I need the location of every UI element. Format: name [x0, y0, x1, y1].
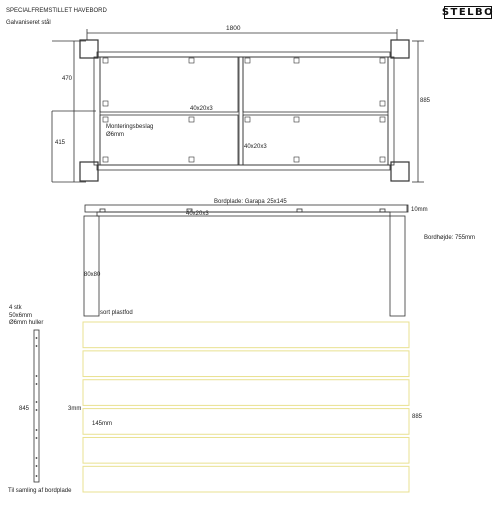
- bracket-marker: [297, 209, 302, 212]
- board-length-label: 885: [412, 414, 423, 420]
- drawing-subtitle: Galvaniseret stål: [6, 20, 51, 26]
- bracket-hole: [36, 383, 38, 385]
- panel-upper-right: [243, 57, 388, 112]
- bracket-hole: [36, 429, 38, 431]
- tabletop-board: [83, 466, 409, 492]
- logo-text: STELBO: [441, 6, 495, 18]
- bracket-hole: [36, 375, 38, 377]
- bracket-marker: [380, 209, 385, 212]
- bracket-hole: [36, 437, 38, 439]
- lower-section-label: 415: [55, 140, 66, 146]
- bracket-hole: [36, 409, 38, 411]
- bracket-marker: [103, 157, 108, 162]
- thickness-label: 10mm: [411, 207, 428, 213]
- frame-rail-top: [97, 52, 390, 57]
- bracket-holes: [36, 337, 38, 477]
- bracket-marker: [189, 58, 194, 63]
- bracket-marker: [380, 117, 385, 122]
- bracket-hole: [36, 337, 38, 339]
- beam-label-left: 40x20x3: [190, 106, 213, 112]
- bracket-title: Monteringsbeslag: [106, 124, 154, 130]
- top-view: [52, 29, 424, 182]
- top-board-size: 25x145: [267, 199, 287, 205]
- leg-top-left: [80, 40, 98, 58]
- bracket-size-label: 50x6mm: [9, 313, 33, 319]
- bracket-hole: [36, 345, 38, 347]
- bracket-marker: [380, 157, 385, 162]
- upper-section-label: 470: [62, 76, 73, 82]
- tabletop-board: [83, 437, 409, 463]
- bracket-marker: [103, 101, 108, 106]
- bracket-holes-label: Ø6mm huller: [9, 320, 44, 326]
- leg-top-right: [391, 40, 409, 58]
- bracket-marker: [189, 117, 194, 122]
- foot-label: sort plastfod: [100, 310, 133, 316]
- leg-right: [390, 216, 405, 316]
- bracket-caption: Til samling af bordplade: [8, 488, 72, 494]
- panel-lower-right: [243, 115, 388, 165]
- top-board-label: Bordplade: Garapa: [214, 199, 265, 205]
- bracket-hole-label: Ø6mm: [106, 132, 124, 138]
- bracket-marker: [294, 157, 299, 162]
- table-top-board: [85, 205, 408, 212]
- bracket-marker: [189, 157, 194, 162]
- bracket-marker: [294, 117, 299, 122]
- bracket-length-label: 845: [19, 406, 30, 412]
- bracket-marker: [245, 117, 250, 122]
- beam-label-right: 40x20x3: [244, 144, 267, 150]
- bracket-strip: [34, 330, 39, 482]
- bracket-hole: [36, 401, 38, 403]
- depth-label: 885: [420, 98, 431, 104]
- board-width-label: 145mm: [92, 421, 113, 427]
- bracket-marker: [100, 209, 105, 212]
- bracket-hole: [36, 457, 38, 459]
- side-view: [84, 205, 408, 316]
- bracket-marker: [103, 58, 108, 63]
- bracket-marker: [245, 58, 250, 63]
- tabletop-board: [83, 351, 409, 377]
- width-label: 1800: [226, 25, 241, 32]
- bracket-marker: [380, 58, 385, 63]
- board-view: [83, 322, 409, 492]
- tabletop-board: [83, 380, 409, 406]
- leg-size-label: 80x80: [84, 272, 101, 278]
- frame-rail-bottom: [97, 165, 390, 170]
- frame-rail-right: [388, 57, 394, 165]
- side-beam: [97, 212, 390, 216]
- leg-left: [84, 216, 99, 316]
- side-beam-label: 40x20x3: [186, 211, 209, 217]
- stelbo-logo: [441, 6, 495, 19]
- table-height-label: Bordhøjde: 755mm: [424, 235, 476, 241]
- bracket-marker: [294, 58, 299, 63]
- bracket-strip-body: [34, 330, 39, 482]
- bracket-marker: [380, 101, 385, 106]
- panel-upper-left: [100, 57, 238, 112]
- panel-lower-left: [100, 115, 238, 165]
- tabletop-board: [83, 322, 409, 348]
- bracket-count-label: 4 stk: [9, 305, 22, 311]
- drawing-title: SPECIALFREMSTILLET HAVEBORD: [6, 8, 107, 14]
- board-gap-label: 3mm: [68, 406, 82, 412]
- bracket-hole: [36, 475, 38, 477]
- frame-crossbar: [239, 57, 243, 165]
- tabletop-board: [83, 409, 409, 435]
- bracket-hole: [36, 465, 38, 467]
- bracket-marker: [103, 117, 108, 122]
